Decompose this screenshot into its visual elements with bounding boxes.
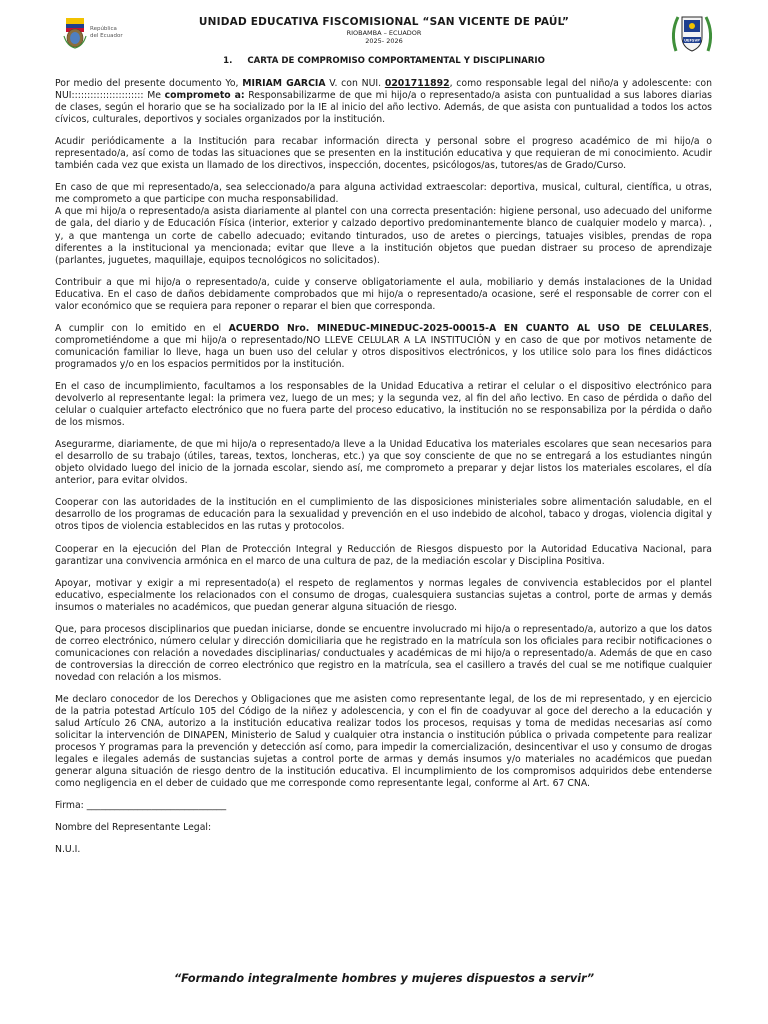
paragraph-10: Cooperar en la ejecución del Plan de Protección Integral y Reducción de Riesgos dispuesto por la Autoridad Educativa Nacional, para garantizar una convivencia armónica en el marco de una cultura de paz, de la mediación escolar y Disciplina Positiva. — [55, 543, 712, 567]
p6-text-b: , comprometiéndome a que mi hijo/a o representado/NO LLEVE CELULAR A LA INSTITUCIÓN y en caso de que por motivos netamente de comunicación familiar lo lleve, haga un buen uso del celular y otros dispositivos electrónicos, y los utilice solo para los fines didácticos programados y/o en los espacios permitidos por la institución. — [55, 322, 712, 370]
logo-text-line1: República — [90, 26, 117, 32]
paragraph-intro — [55, 78, 712, 126]
school-crest-logo — [668, 11, 716, 55]
footer-motto: “Formando integralmente hombres y mujeres dispuestos a servir” — [173, 972, 595, 985]
signature-line: Firma: ______________________________ — [55, 800, 227, 812]
crest-label: UEFSVP — [684, 38, 700, 43]
document-body — [55, 78, 712, 866]
commit-label: comprometo a: — [164, 90, 245, 102]
acuerdo-reference: ACUERDO Nro. MINEDUC-MINEDUC-2025-00015-A EN CUANTO AL USO DE CELULARES — [228, 322, 710, 334]
paragraph-2: Acudir periódicamente a la Institución para recabar información directa y personal sobre el progreso académico de mi hijo/a o representado/a, así como de todas las situaciones que se presenten en la institución educativa y que requieran de mi conocimiento. Acudir también cada vez que exista un llamado de los directivos, inspección, docentes, psicólogos/as, tutores/as de Grado/Curso. — [55, 136, 712, 172]
title-text: CARTA DE COMPROMISO COMPORTAMENTAL Y DISCIPLINARIO — [247, 56, 545, 66]
p6-text-a: A cumplir con lo emitido en el — [55, 322, 229, 334]
paragraph-13: Me declaro conocedor de los Derechos y Obligaciones que me asisten como representante legal, de los de mi representado, y en ejercicio de la patria potestad Artículo 105 del Código de la niñez y adolescencia, y con el fin de coadyuvar al goce del derecho a la educación y salud Artículo 26 CNA, autorizo a la institución educativa realizar todos los procesos, requisas y toma de medidas necesarias así como solicitar la intervención de DINAPEN, Ministerio de Salud y cualquier otra instancia o institución pública o privada competente para realizar procesos Y programas para la prevención y detección así como, para impedir la comercialización, desincentivar el uso y consumo de drogas legales e ilegales además de sustancias sujetas a control porte de armas y demás insumos y/o materiales no académicos que puedan generar alguna situación de riesgo dentro de la institución educativa. El incumplimiento de los compromisos adquiridos debe entenderse como negligencia en el deber de cuidado que me corresponde como representante legal, conforme al Art. 67 CNA. — [55, 693, 712, 790]
representative-nui: 0201711892 — [384, 78, 450, 89]
intro-text-a: Por medio del presente documento Yo, — [55, 78, 243, 89]
paragraph-5: Contribuir a que mi hijo/a o representado/a, cuide y conserve obligatoriamente el aula, mobiliario y demás instalaciones de la Unidad Educativa. En el caso de daños debidamente comprobados que mi hijo/a o representado/a ocasione, seré el responsable de correr con el valor económico que se requiera para reponer o reparar el bien que corresponda. — [55, 276, 712, 312]
paragraph-8: Asegurarme, diariamente, de que mi hijo/a o representado/a lleve a la Unidad Educativa los materiales escolares que sean necesarios para el desarrollo de su trabajo (útiles, tareas, textos, loncheras, etc.) ya que soy consciente de que no se entregará a los estudiantes ningún objeto olvidado luego del inicio de la jornada escolar, siendo así, me comprometo a preparar y dejar listos los materiales escolares, el día anterior, para evitar olvidos. — [55, 439, 712, 487]
intro-text-b: V. con NUI. — [325, 78, 385, 89]
representative-name: MIRIAM GARCIA — [242, 78, 326, 89]
paragraph-7: En el caso de incumplimiento, facultamos a los responsables de la Unidad Educativa a retirar el celular o el dispositivo electrónico para devolverlo al representante legal: la primera vez, luego de un mes; y la segunda vez, al fin del año lectivo. En caso de pérdida o daño del celular o cualquier artefacto electrónico que no fuera parte del proceso educativo, la institución no se responsabiliza por la pérdida o daño de los mismos. — [55, 380, 712, 429]
school-name: UNIDAD EDUCATIVA FISCOMISIONAL “SAN VICENTE DE PAÚL” — [198, 16, 570, 28]
document-title — [0, 56, 768, 66]
intro-text-c: , como responsable legal del niño/a y adolescente: con NUI::::::::::::::::::::::: Me — [55, 78, 712, 102]
paragraph-4: A que mi hijo/a o representado/a asista diariamente al plantel con una correcta presentación: higiene personal, uso adecuado del uniforme de gala, del diario y de Educación Física (interior, exterior y calzado deportivo predominantemente blanco de cualquier modelo y marca). , y, a que mantenga un corte de cabello adecuado; evitando tinturados, uso de aretes o piercings, tatuajes visibles, prendas de ropa diferentes a la institucional ya mencionada; evitar que lleve a la institución objetos que puedan distraer su proceso de aprendizaje (parlantes, juguetes, maquillaje, equipos tecnológicos no solicitados). — [55, 206, 712, 266]
paragraph-6 — [55, 323, 712, 371]
paragraph-9: Cooperar con las autoridades de la institución en el cumplimiento de las disposiciones ministeriales sobre alimentación saludable, en el desarrollo de los programas de educación para la sexualidad y prevención en el uso indebido de alcohol, tabaco y drogas, violencia digital y otros tipos de violencia establecidos en las rutas y protocolos. — [55, 497, 712, 533]
paragraph-11: Apoyar, motivar y exigir a mi representado(a) el respeto de reglamentos y normas legales de convivencia establecidos por el plantel educativo, especialmente los relacionados con el consumo de drogas, cualesquiera sustancias sujetas a control, porte de armas y demás insumos o materiales no académicos, que puedan generar alguna situación de riesgo. — [55, 577, 712, 613]
paragraph-12: Que, para procesos disciplinarios que puedan iniciarse, donde se encuentre involucrado mi hijo/a o representado/a, autorizo a que los datos de correo electrónico, número celular y dirección domiciliaria que he registrado en la matrícula son los oficiales para recibir notificaciones o comunicaciones con relación a novedades disciplinarias/ conductuales y académicas de mi hijo/a o representado/a. Además de que en caso de controversias la dirección de correo electrónico que registro en la matrícula, sea el casillero a través del cual se me notifique cualquier novedad con relación a los mismos. — [55, 623, 712, 683]
school-year: 2025- 2026 — [365, 37, 403, 45]
intro-text-d: Responsabilizarme de que mi hijo/a o representado/a asista con puntualidad a sus labores diarias de clases, según el horario que se ha socializado por la IE al inicio del año lectivo. Además, de que asista con puntualidad a todos los actos cívicos, culturales, deportivos y sociales organizados por la institución. — [55, 90, 712, 126]
paragraph-3: En caso de que mi representado/a, sea seleccionado/a para alguna actividad extraescolar: deportiva, musical, cultural, científica, u otras, me comprometo a que participe con mucha responsabilidad. — [55, 182, 712, 206]
representative-name-label: Nombre del Representante Legal: — [55, 822, 212, 834]
school-city: RIOBAMBA – ECUADOR — [346, 29, 422, 37]
nui-label: N.U.I. — [55, 844, 81, 856]
title-number: 1. — [223, 56, 233, 66]
document-header — [0, 0, 768, 58]
logo-text-line2: del Ecuador — [90, 33, 123, 39]
